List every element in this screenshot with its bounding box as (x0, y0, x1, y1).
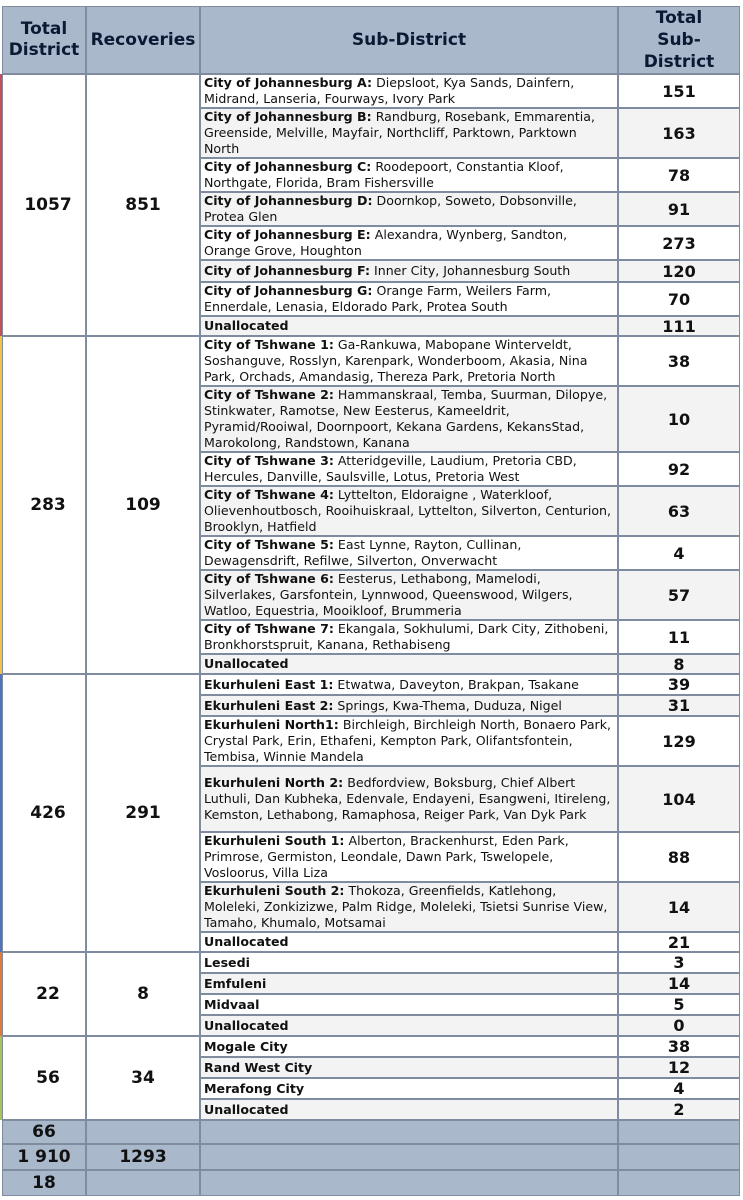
sub-district-value: 57 (618, 570, 740, 620)
sub-district-value: 8 (618, 654, 740, 674)
sub-district-text (204, 976, 614, 992)
sub-district-areas: Lyttelton, Eldoraigne , Waterkloof, Olievenhoutbosch, Rooihuiskraal, Lyttelton, Silverton, Centurion, Brooklyn, Hatfield (204, 487, 612, 534)
sub-district-value: 2 (618, 1099, 740, 1120)
sub-district-desc (200, 994, 618, 1015)
sub-district-value: 129 (618, 716, 740, 766)
footer-unallocated-total: 66 (2, 1120, 86, 1144)
sub-district-value: 78 (618, 158, 740, 192)
sub-district-label: Ekurhuleni North1: (204, 717, 339, 732)
sub-district-label: City of Johannesburg C: (204, 159, 372, 174)
sub-district-value: 88 (618, 832, 740, 882)
sub-district-label: City of Tshwane 5: (204, 537, 334, 552)
district-total-sedibeng: 22 (2, 952, 86, 1036)
sub-district-value: 120 (618, 260, 740, 282)
footer-blank-8 (618, 1170, 740, 1196)
sub-district-label: Ekurhuleni South 1: (204, 833, 345, 848)
footer-blank-5 (618, 1144, 740, 1170)
sub-district-desc (200, 452, 618, 486)
sub-district-text (204, 833, 614, 881)
sub-district-desc (200, 832, 618, 882)
sub-district-value: 92 (618, 452, 740, 486)
sub-district-desc (200, 1078, 618, 1099)
sub-district-desc (200, 316, 618, 336)
district-recoveries-sedibeng: 8 (86, 952, 200, 1036)
sub-district-areas: Bedfordview, Boksburg, Chief Albert Luthuli, Dan Kubheka, Edenvale, Endayeni, Esangweni, Itireleng, Kemston, Lethabong, Ramaphosa, Reiger Park, Van Dyk Park (204, 775, 611, 822)
sub-district-areas: Hammanskraal, Temba, Suurman, Dilopye, Stinkwater, Ramotse, New Eesterus, Kameeldrit, Pyramid/Rooiwal, Doornpoort, Kekana Gardens, KekansStad, Marokolong, Randstown, Kanana (204, 387, 608, 450)
sub-district-text (204, 1081, 614, 1097)
sub-district-label: Unallocated (204, 934, 289, 949)
sub-district-text (204, 677, 614, 693)
sub-district-text (204, 955, 614, 971)
sub-district-desc (200, 486, 618, 536)
sub-district-label: Unallocated (204, 318, 289, 333)
sub-district-value: 21 (618, 932, 740, 952)
sub-district-areas: Springs, Kwa-Thema, Duduza, Nigel (333, 697, 562, 713)
sub-district-label: City of Tshwane 3: (204, 453, 334, 468)
sub-district-label: Unallocated (204, 656, 289, 671)
sub-district-text (204, 775, 614, 823)
sub-district-desc (200, 386, 618, 452)
sub-district-text (204, 453, 614, 485)
sub-district-label: Ekurhuleni North 2: (204, 775, 344, 790)
sub-district-label: Midvaal (204, 996, 260, 1012)
sub-district-value: 91 (618, 192, 740, 226)
sub-district-areas: Eesterus, Lethabong, Mamelodi, Silverlakes, Garsfontein, Lynnwood, Queenswood, Wilgers, Watloo, Equestria, Mooikloof, Brummeria (204, 571, 573, 618)
header-total-district: Total District (2, 6, 86, 74)
district-recoveries-ekurhuleni: 291 (86, 674, 200, 952)
sub-district-label: City of Tshwane 4: (204, 487, 334, 502)
sub-district-areas: Diepsloot, Kya Sands, Dainfern, Midrand, Lanseria, Fourways, Ivory Park (204, 75, 575, 106)
footer-grand-total: 1 910 (2, 1144, 86, 1170)
district-total-west-rand: 56 (2, 1036, 86, 1120)
sub-district-areas: Inner City, Johannesburg South (370, 263, 571, 278)
sub-district-text (204, 337, 614, 385)
sub-district-label: Unallocated (204, 1101, 289, 1117)
sub-district-text (204, 1018, 614, 1034)
footer-other: 18 (2, 1170, 86, 1196)
sub-district-value: 151 (618, 74, 740, 108)
sub-district-value: 38 (618, 336, 740, 386)
sub-district-label: Ekurhuleni East 1: (204, 676, 334, 692)
footer-blank-2 (200, 1120, 618, 1144)
sub-district-desc (200, 260, 618, 282)
sub-district-value: 163 (618, 108, 740, 158)
sub-district-desc (200, 74, 618, 108)
sub-district-label: City of Tshwane 2: (204, 387, 334, 402)
sub-district-label: Rand West City (204, 1059, 313, 1075)
district-total-ekurhuleni: 426 (2, 674, 86, 952)
sub-district-areas: Thokoza, Greenfields, Katlehong, Moleleki, Zonkizizwe, Palm Ridge, Moleleki, Tsietsi Sunrise View, Tamaho, Khumalo, Motsamai (204, 883, 608, 930)
sub-district-label: Emfuleni (204, 975, 267, 991)
sub-district-desc (200, 654, 618, 674)
header-sub-district: Sub-District (200, 6, 618, 74)
sub-district-value: 5 (618, 994, 740, 1015)
sub-district-value: 10 (618, 386, 740, 452)
sub-district-text (204, 656, 614, 672)
sub-district-text (204, 263, 614, 279)
sub-district-text (204, 159, 614, 191)
sub-district-text (204, 621, 614, 653)
sub-district-text (204, 717, 614, 765)
footer-blank-4 (200, 1144, 618, 1170)
sub-district-areas: Alexandra, Wynberg, Sandton, Orange Grove, Houghton (204, 227, 568, 258)
sub-district-label: City of Johannesburg E: (204, 227, 371, 242)
sub-district-label: Ekurhuleni South 2: (204, 883, 345, 898)
sub-district-desc (200, 1036, 618, 1057)
sub-district-desc (200, 158, 618, 192)
sub-district-value: 4 (618, 1078, 740, 1099)
sub-district-label: Lesedi (204, 954, 250, 970)
sub-district-text (204, 109, 614, 157)
sub-district-value: 273 (618, 226, 740, 260)
sub-district-label: Unallocated (204, 1017, 289, 1033)
footer-blank-3 (618, 1120, 740, 1144)
sub-district-value: 12 (618, 1057, 740, 1078)
footer-blank-7 (200, 1170, 618, 1196)
sub-district-desc (200, 536, 618, 570)
sub-district-value: 39 (618, 674, 740, 695)
sub-district-desc (200, 1015, 618, 1036)
district-total-tshwane: 283 (2, 336, 86, 674)
sub-district-text (204, 1102, 614, 1118)
sub-district-desc (200, 570, 618, 620)
sub-district-text (204, 934, 614, 950)
sub-district-value: 38 (618, 1036, 740, 1057)
sub-district-desc (200, 766, 618, 832)
sub-district-value: 63 (618, 486, 740, 536)
header-recoveries: Recoveries (86, 6, 200, 74)
sub-district-desc (200, 674, 618, 695)
sub-district-areas: Ekangala, Sokhulumi, Dark City, Zithobeni, Bronkhorstspruit, Kanana, Rethabiseng (204, 621, 609, 652)
sub-district-text (204, 537, 614, 569)
sub-district-text (204, 571, 614, 619)
sub-district-text (204, 698, 614, 714)
sub-district-value: 31 (618, 695, 740, 716)
sub-district-text (204, 75, 614, 107)
sub-district-value: 111 (618, 316, 740, 336)
sub-district-text (204, 318, 614, 334)
sub-district-text (204, 193, 614, 225)
sub-district-desc (200, 932, 618, 952)
district-total-johannesburg: 1057 (2, 74, 86, 336)
sub-district-desc (200, 952, 618, 973)
sub-district-label: City of Tshwane 1: (204, 337, 334, 352)
sub-district-text (204, 487, 614, 535)
sub-district-label: Ekurhuleni East 2: (204, 697, 334, 713)
sub-district-label: City of Tshwane 6: (204, 571, 334, 586)
sub-district-label: City of Johannesburg F: (204, 263, 370, 278)
sub-district-areas: Randburg, Rosebank, Emmarentia, Greenside, Melville, Mayfair, Northcliff, Parktown, Parktown North (204, 109, 595, 156)
sub-district-text (204, 1039, 614, 1055)
sub-district-desc (200, 336, 618, 386)
sub-district-value: 14 (618, 882, 740, 932)
sub-district-desc (200, 882, 618, 932)
sub-district-desc (200, 1057, 618, 1078)
sub-district-text (204, 1060, 614, 1076)
sub-district-value: 11 (618, 620, 740, 654)
sub-district-value: 3 (618, 952, 740, 973)
sub-district-value: 4 (618, 536, 740, 570)
sub-district-areas: Orange Farm, Weilers Farm, Ennerdale, Lenasia, Eldorado Park, Protea South (204, 283, 551, 314)
sub-district-areas: Atteridgeville, Laudium, Pretoria CBD, Hercules, Danville, Saulsville, Lotus, Pretoria West (204, 453, 577, 484)
sub-district-value: 70 (618, 282, 740, 316)
sub-district-label: Merafong City (204, 1080, 305, 1096)
sub-district-desc (200, 973, 618, 994)
district-recoveries-johannesburg: 851 (86, 74, 200, 336)
sub-district-text (204, 227, 614, 259)
footer-blank-6 (86, 1170, 200, 1196)
sub-district-areas: Birchleigh, Birchleigh North, Bonaero Park, Crystal Park, Erin, Ethafeni, Kempton Park, Olifantsfontein, Tembisa, Winnie Mandela (204, 717, 612, 764)
sub-district-desc (200, 192, 618, 226)
sub-district-label: Mogale City (204, 1038, 288, 1054)
sub-district-value: 14 (618, 973, 740, 994)
sub-district-desc (200, 695, 618, 716)
sub-district-label: City of Johannesburg A: (204, 75, 373, 90)
sub-district-areas: Roodepoort, Constantia Kloof, Northgate, Florida, Bram Fishersville (204, 159, 564, 190)
sub-district-value: 104 (618, 766, 740, 832)
sub-district-areas: Etwatwa, Daveyton, Brakpan, Tsakane (333, 676, 579, 692)
sub-district-value: 0 (618, 1015, 740, 1036)
sub-district-areas: East Lynne, Rayton, Cullinan, Dewagensdrift, Refilwe, Silverton, Onverwacht (204, 537, 522, 568)
sub-district-text (204, 283, 614, 315)
sub-district-desc (200, 620, 618, 654)
sub-district-text (204, 997, 614, 1013)
sub-district-desc (200, 716, 618, 766)
sub-district-desc (200, 226, 618, 260)
sub-district-desc (200, 1099, 618, 1120)
sub-district-label: City of Tshwane 7: (204, 621, 334, 636)
district-recoveries-west-rand: 34 (86, 1036, 200, 1120)
sub-district-areas: Ga-Rankuwa, Mabopane Winterveldt, Soshanguve, Rosslyn, Karenpark, Wonderboom, Akasia, Nina Park, Orchads, Amandasig, Thereza Park, Pretoria North (204, 337, 588, 384)
sub-district-areas: Alberton, Brackenhurst, Eden Park, Primrose, Germiston, Leondale, Dawn Park, Tswelopele, Vosloorus, Villa Liza (204, 833, 569, 880)
header-total-sub-district: Total Sub-District (618, 6, 740, 74)
footer-blank-1 (86, 1120, 200, 1144)
sub-district-areas: Doornkop, Soweto, Dobsonville, Protea Glen (204, 193, 577, 224)
sub-district-label: City of Johannesburg B: (204, 109, 372, 124)
sub-district-text (204, 387, 614, 451)
footer-grand-recoveries: 1293 (86, 1144, 200, 1170)
sub-district-label: City of Johannesburg D: (204, 193, 373, 208)
district-recoveries-tshwane: 109 (86, 336, 200, 674)
sub-district-label: City of Johannesburg G: (204, 283, 373, 298)
sub-district-text (204, 883, 614, 931)
sub-district-desc (200, 108, 618, 158)
sub-district-desc (200, 282, 618, 316)
